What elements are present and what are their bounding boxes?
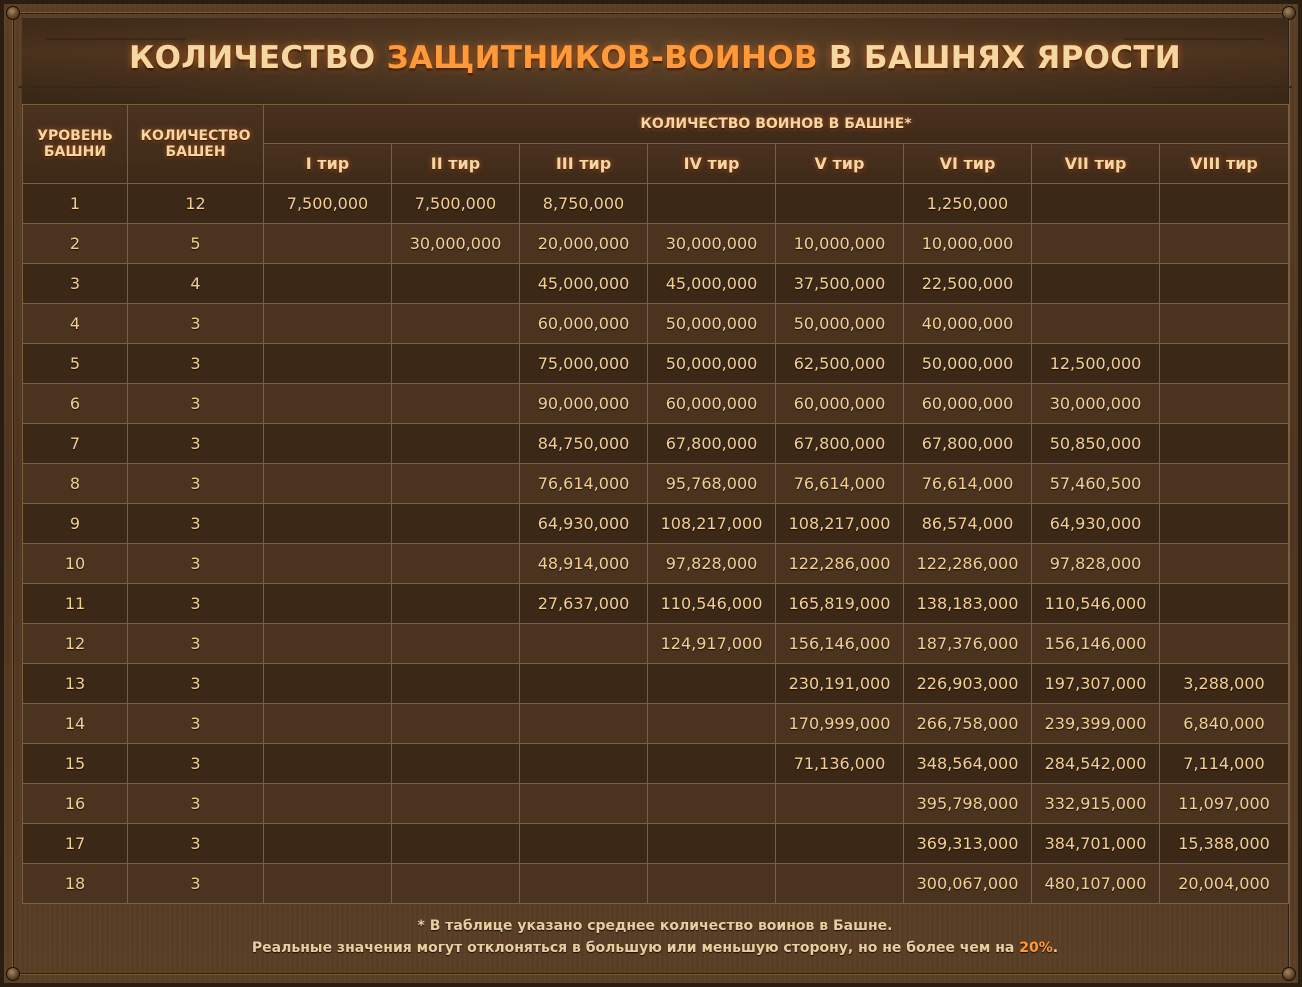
cell-warriors: 384,701,000 <box>1032 824 1160 864</box>
cell-warriors: 156,146,000 <box>1032 624 1160 664</box>
cell-warriors <box>1160 504 1289 544</box>
cell-warriors <box>1160 344 1289 384</box>
table-row <box>23 424 1289 464</box>
cell-level: 2 <box>23 224 128 264</box>
cell-level: 12 <box>23 624 128 664</box>
cell-warriors <box>392 544 520 584</box>
cell-warriors <box>776 784 904 824</box>
cell-warriors <box>520 664 648 704</box>
cell-warriors: 3,288,000 <box>1160 664 1289 704</box>
header-tier: I тир <box>264 144 392 184</box>
cell-warriors: 30,000,000 <box>392 224 520 264</box>
cell-warriors: 348,564,000 <box>904 744 1032 784</box>
cell-warriors: 60,000,000 <box>520 304 648 344</box>
cell-level: 13 <box>23 664 128 704</box>
cell-warriors: 84,750,000 <box>520 424 648 464</box>
cell-warriors: 64,930,000 <box>1032 504 1160 544</box>
footnote-line2-end: . <box>1052 940 1059 956</box>
cell-warriors: 76,614,000 <box>520 464 648 504</box>
cell-tower-count: 4 <box>128 264 264 304</box>
cell-warriors: 10,000,000 <box>904 224 1032 264</box>
header-tier: III тир <box>520 144 648 184</box>
cell-warriors <box>776 824 904 864</box>
cell-warriors <box>392 704 520 744</box>
header-tier: II тир <box>392 144 520 184</box>
corner-rivet-icon <box>6 967 20 981</box>
cell-warriors <box>264 464 392 504</box>
footnote-line2 <box>22 940 1288 956</box>
cell-warriors <box>392 424 520 464</box>
cell-warriors <box>392 744 520 784</box>
cell-level: 1 <box>23 184 128 224</box>
table-row <box>23 184 1289 224</box>
cell-warriors: 67,800,000 <box>776 424 904 464</box>
cell-level: 3 <box>23 264 128 304</box>
cell-warriors: 230,191,000 <box>776 664 904 704</box>
cell-warriors: 7,114,000 <box>1160 744 1289 784</box>
cell-warriors: 27,637,000 <box>520 584 648 624</box>
cell-warriors: 97,828,000 <box>1032 544 1160 584</box>
cell-warriors <box>264 584 392 624</box>
cell-tower-count: 3 <box>128 584 264 624</box>
cell-warriors <box>520 744 648 784</box>
cell-warriors: 226,903,000 <box>904 664 1032 704</box>
cell-warriors <box>648 664 776 704</box>
cell-warriors: 10,000,000 <box>776 224 904 264</box>
cell-tower-count: 5 <box>128 224 264 264</box>
cell-warriors: 40,000,000 <box>904 304 1032 344</box>
cell-warriors: 1,250,000 <box>904 184 1032 224</box>
table-row <box>23 784 1289 824</box>
cell-warriors: 50,000,000 <box>648 304 776 344</box>
cell-warriors <box>392 664 520 704</box>
cell-warriors <box>520 864 648 904</box>
table-row <box>23 464 1289 504</box>
table-row <box>23 344 1289 384</box>
cell-warriors: 97,828,000 <box>648 544 776 584</box>
table-row <box>23 544 1289 584</box>
header-tier: IV тир <box>648 144 776 184</box>
cell-tower-count: 3 <box>128 864 264 904</box>
table-row <box>23 624 1289 664</box>
cell-warriors: 332,915,000 <box>1032 784 1160 824</box>
header-tier: VI тир <box>904 144 1032 184</box>
cell-warriors <box>520 824 648 864</box>
table-row <box>23 704 1289 744</box>
cell-warriors <box>264 224 392 264</box>
cell-level: 9 <box>23 504 128 544</box>
cell-warriors: 395,798,000 <box>904 784 1032 824</box>
cell-warriors <box>392 584 520 624</box>
cell-warriors <box>264 264 392 304</box>
cell-warriors: 60,000,000 <box>648 384 776 424</box>
cell-warriors: 50,000,000 <box>776 304 904 344</box>
cell-warriors: 187,376,000 <box>904 624 1032 664</box>
cell-warriors <box>264 664 392 704</box>
cell-warriors <box>1160 584 1289 624</box>
cell-warriors <box>1160 184 1289 224</box>
warriors-table <box>22 104 1289 904</box>
cell-warriors <box>392 504 520 544</box>
footnote-percent: 20% <box>1019 940 1053 956</box>
cell-warriors <box>264 704 392 744</box>
cell-warriors: 60,000,000 <box>776 384 904 424</box>
cell-warriors: 108,217,000 <box>648 504 776 544</box>
cell-warriors: 156,146,000 <box>776 624 904 664</box>
title-highlight: ЗАЩИТНИКОВ-ВОИНОВ <box>386 40 818 76</box>
table-row <box>23 224 1289 264</box>
cell-level: 16 <box>23 784 128 824</box>
table-row <box>23 304 1289 344</box>
cell-tower-count: 3 <box>128 544 264 584</box>
cell-warriors: 67,800,000 <box>648 424 776 464</box>
cell-level: 5 <box>23 344 128 384</box>
table-row <box>23 384 1289 424</box>
cell-tower-count: 3 <box>128 304 264 344</box>
cell-warriors <box>264 504 392 544</box>
cell-warriors: 480,107,000 <box>1032 864 1160 904</box>
cell-warriors <box>1160 224 1289 264</box>
header-tier: VIII тир <box>1160 144 1289 184</box>
cell-warriors: 122,286,000 <box>904 544 1032 584</box>
cell-warriors: 50,850,000 <box>1032 424 1160 464</box>
cell-warriors: 50,000,000 <box>648 344 776 384</box>
cell-level: 4 <box>23 304 128 344</box>
cell-warriors: 12,500,000 <box>1032 344 1160 384</box>
cell-warriors <box>392 304 520 344</box>
header-warriors-group: КОЛИЧЕСТВО ВОИНОВ В БАШНЕ* <box>264 105 1289 144</box>
cell-tower-count: 3 <box>128 464 264 504</box>
cell-warriors: 124,917,000 <box>648 624 776 664</box>
cell-tower-count: 3 <box>128 504 264 544</box>
cell-warriors <box>1032 304 1160 344</box>
table-row <box>23 264 1289 304</box>
cell-level: 7 <box>23 424 128 464</box>
cell-warriors: 37,500,000 <box>776 264 904 304</box>
cell-level: 6 <box>23 384 128 424</box>
cell-level: 10 <box>23 544 128 584</box>
cell-warriors: 86,574,000 <box>904 504 1032 544</box>
cell-warriors: 110,546,000 <box>648 584 776 624</box>
cell-tower-count: 3 <box>128 424 264 464</box>
cell-tower-count: 3 <box>128 384 264 424</box>
cell-warriors <box>264 544 392 584</box>
cell-warriors: 50,000,000 <box>904 344 1032 384</box>
table-row <box>23 664 1289 704</box>
header-tower-count: КОЛИЧЕСТВО БАШЕН <box>128 105 264 184</box>
cell-warriors <box>264 384 392 424</box>
table-container <box>22 104 1288 904</box>
cell-warriors: 165,819,000 <box>776 584 904 624</box>
cell-warriors <box>392 264 520 304</box>
cell-warriors: 110,546,000 <box>1032 584 1160 624</box>
cell-warriors: 30,000,000 <box>648 224 776 264</box>
cell-level: 8 <box>23 464 128 504</box>
header-tower-level: УРОВЕНЬ БАШНИ <box>23 105 128 184</box>
table-row <box>23 824 1289 864</box>
header-banner <box>22 18 1288 106</box>
cell-warriors <box>264 344 392 384</box>
cell-warriors: 22,500,000 <box>904 264 1032 304</box>
corner-rivet-icon <box>6 6 20 20</box>
cell-warriors: 6,840,000 <box>1160 704 1289 744</box>
cell-warriors <box>1032 264 1160 304</box>
cell-warriors <box>776 184 904 224</box>
cell-warriors: 8,750,000 <box>520 184 648 224</box>
cell-warriors: 15,388,000 <box>1160 824 1289 864</box>
cell-warriors: 369,313,000 <box>904 824 1032 864</box>
cell-warriors <box>1160 544 1289 584</box>
cell-level: 15 <box>23 744 128 784</box>
cell-warriors: 7,500,000 <box>392 184 520 224</box>
cell-warriors <box>264 824 392 864</box>
cell-warriors: 108,217,000 <box>776 504 904 544</box>
cell-warriors <box>1160 464 1289 504</box>
cell-warriors: 7,500,000 <box>264 184 392 224</box>
cell-warriors <box>648 704 776 744</box>
title-part2: В БАШНЯХ ЯРОСТИ <box>817 40 1182 76</box>
cell-warriors <box>648 824 776 864</box>
cell-warriors <box>1160 264 1289 304</box>
cell-warriors: 122,286,000 <box>776 544 904 584</box>
cell-tower-count: 3 <box>128 744 264 784</box>
footnote-line1: * В таблице указано среднее количество воинов в Башне. <box>417 918 893 934</box>
cell-warriors <box>648 744 776 784</box>
cell-warriors: 266,758,000 <box>904 704 1032 744</box>
cell-warriors <box>392 824 520 864</box>
cell-warriors <box>1160 384 1289 424</box>
cell-warriors: 57,460,500 <box>1032 464 1160 504</box>
cell-tower-count: 3 <box>128 784 264 824</box>
cell-warriors <box>392 784 520 824</box>
table-row <box>23 744 1289 784</box>
cell-level: 18 <box>23 864 128 904</box>
cell-level: 17 <box>23 824 128 864</box>
cell-warriors <box>776 864 904 904</box>
cell-warriors: 60,000,000 <box>904 384 1032 424</box>
cell-warriors <box>1160 304 1289 344</box>
cell-warriors <box>264 784 392 824</box>
table-row <box>23 584 1289 624</box>
cell-warriors <box>1032 184 1160 224</box>
cell-warriors <box>648 784 776 824</box>
cell-tower-count: 12 <box>128 184 264 224</box>
cell-warriors: 64,930,000 <box>520 504 648 544</box>
cell-level: 11 <box>23 584 128 624</box>
cell-warriors <box>264 864 392 904</box>
cell-warriors <box>264 744 392 784</box>
cell-warriors: 284,542,000 <box>1032 744 1160 784</box>
cell-tower-count: 3 <box>128 624 264 664</box>
cell-warriors: 71,136,000 <box>776 744 904 784</box>
cell-warriors <box>648 864 776 904</box>
cell-warriors: 20,004,000 <box>1160 864 1289 904</box>
cell-warriors: 239,399,000 <box>1032 704 1160 744</box>
table-row <box>23 864 1289 904</box>
cell-warriors <box>392 864 520 904</box>
cell-warriors <box>392 384 520 424</box>
cell-warriors: 62,500,000 <box>776 344 904 384</box>
cell-tower-count: 3 <box>128 824 264 864</box>
cell-warriors <box>392 344 520 384</box>
cell-tower-count: 3 <box>128 704 264 744</box>
cell-warriors: 300,067,000 <box>904 864 1032 904</box>
cell-warriors <box>520 704 648 744</box>
cell-warriors <box>520 624 648 664</box>
cell-warriors: 76,614,000 <box>776 464 904 504</box>
cell-warriors: 170,999,000 <box>776 704 904 744</box>
cell-warriors: 30,000,000 <box>1032 384 1160 424</box>
cell-warriors: 197,307,000 <box>1032 664 1160 704</box>
cell-warriors: 95,768,000 <box>648 464 776 504</box>
cell-warriors <box>264 304 392 344</box>
cell-warriors: 11,097,000 <box>1160 784 1289 824</box>
cell-warriors <box>392 624 520 664</box>
cell-warriors: 90,000,000 <box>520 384 648 424</box>
header-tier: VII тир <box>1032 144 1160 184</box>
table-row <box>23 504 1289 544</box>
cell-tower-count: 3 <box>128 664 264 704</box>
cell-warriors: 20,000,000 <box>520 224 648 264</box>
cell-warriors <box>1160 424 1289 464</box>
cell-warriors <box>264 624 392 664</box>
cell-warriors: 67,800,000 <box>904 424 1032 464</box>
cell-warriors <box>264 424 392 464</box>
footnote <box>22 904 1288 974</box>
cell-warriors <box>648 184 776 224</box>
header-tier: V тир <box>776 144 904 184</box>
page-title <box>22 40 1288 76</box>
cell-warriors: 45,000,000 <box>520 264 648 304</box>
cell-tower-count: 3 <box>128 344 264 384</box>
footnote-line2-text: Реальные значения могут отклоняться в большую или меньшую сторону, но не более чем на <box>251 940 1020 956</box>
cell-warriors <box>1160 624 1289 664</box>
cell-warriors: 138,183,000 <box>904 584 1032 624</box>
cell-warriors <box>392 464 520 504</box>
cell-warriors <box>1032 224 1160 264</box>
cell-warriors: 48,914,000 <box>520 544 648 584</box>
cell-warriors: 45,000,000 <box>648 264 776 304</box>
cell-level: 14 <box>23 704 128 744</box>
title-part1: КОЛИЧЕСТВО <box>128 40 387 76</box>
cell-warriors <box>520 784 648 824</box>
cell-warriors: 75,000,000 <box>520 344 648 384</box>
cell-warriors: 76,614,000 <box>904 464 1032 504</box>
